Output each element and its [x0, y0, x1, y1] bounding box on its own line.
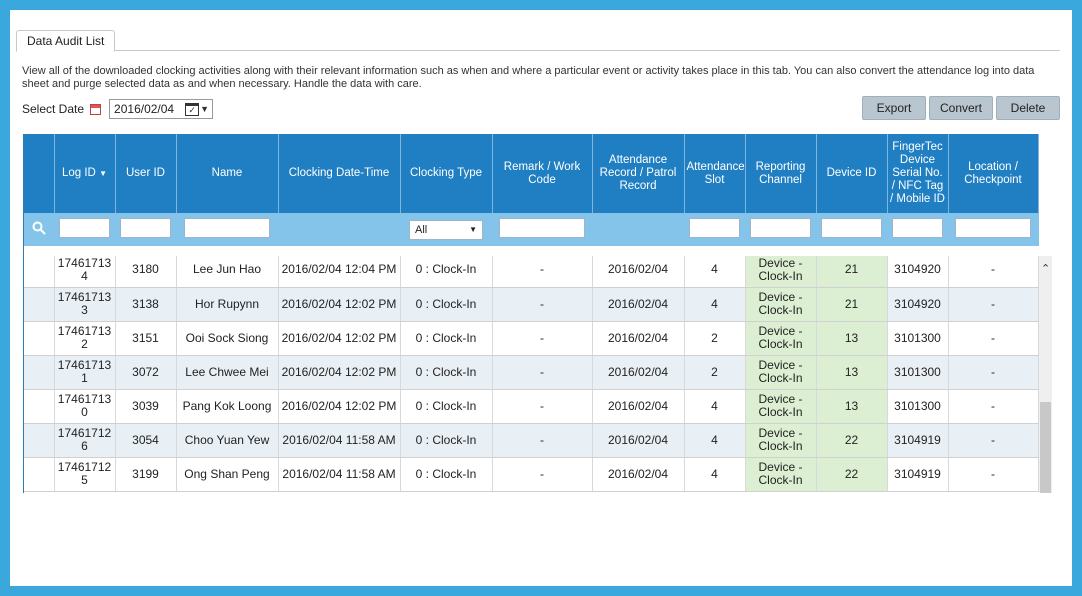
cell-location: -: [948, 389, 1038, 423]
chevron-down-icon: ▼: [200, 104, 210, 114]
cell-user-id: 3072: [115, 355, 176, 389]
cell-user-id: 3039: [115, 389, 176, 423]
cell-record: 2016/02/04: [592, 389, 684, 423]
filter-device-id[interactable]: [821, 218, 881, 238]
grid-header: [24, 134, 1039, 246]
cell-record: 2016/02/04: [592, 457, 684, 491]
grid-body: [24, 256, 1039, 492]
select-date-row: [22, 98, 213, 120]
col-user-id[interactable]: User ID: [115, 134, 176, 213]
filter-reporting-channel[interactable]: [750, 218, 810, 238]
row-select-cell[interactable]: [24, 423, 54, 457]
cell-name: Lee Jun Hao: [176, 256, 278, 287]
cell-slot: 2: [684, 355, 745, 389]
filter-user-id[interactable]: [120, 218, 172, 238]
cell-location: -: [948, 287, 1038, 321]
cell-log-id: 174617126: [54, 423, 115, 457]
cell-device-id: 22: [816, 423, 887, 457]
cell-serial: 3101300: [887, 321, 948, 355]
cell-location: -: [948, 256, 1038, 287]
cell-slot: 4: [684, 256, 745, 287]
cell-log-id: 174617132: [54, 321, 115, 355]
row-select-cell[interactable]: [24, 256, 54, 287]
filter-clocking-type-value: All: [415, 223, 428, 236]
row-select-cell[interactable]: [24, 287, 54, 321]
cell-device-id: 22: [816, 457, 887, 491]
filter-row: [24, 213, 1038, 246]
data-audit-window: [10, 10, 1072, 586]
action-buttons: [862, 96, 1060, 120]
cell-location: -: [948, 423, 1038, 457]
cell-reporting-channel: Device - Clock-In: [745, 287, 816, 321]
cell-serial: 3104919: [887, 457, 948, 491]
col-log-id-label: Log ID: [61, 167, 96, 179]
cell-name: Choo Yuan Yew: [176, 423, 278, 457]
cell-user-id: 3151: [115, 321, 176, 355]
chevron-down-icon: ▼: [469, 225, 477, 234]
cell-location: -: [948, 355, 1038, 389]
filter-attendance-slot[interactable]: [689, 218, 741, 238]
table-row[interactable]: [24, 457, 1038, 491]
cell-remark: -: [492, 256, 592, 287]
cell-clocking-type: 0 : Clock-In: [400, 256, 492, 287]
cell-slot: 4: [684, 389, 745, 423]
col-attendance-record[interactable]: Attendance Record / Patrol Record: [592, 134, 684, 213]
cell-clocking-type: 0 : Clock-In: [400, 321, 492, 355]
cell-user-id: 3180: [115, 256, 176, 287]
col-attendance-slot[interactable]: Attendance Slot: [684, 134, 745, 213]
cell-datetime: 2016/02/04 12:02 PM: [278, 321, 400, 355]
table-row[interactable]: [24, 389, 1038, 423]
cell-remark: -: [492, 355, 592, 389]
cell-record: 2016/02/04: [592, 321, 684, 355]
sort-desc-icon[interactable]: ▼: [99, 169, 107, 178]
cell-remark: -: [492, 321, 592, 355]
cell-serial: 3104919: [887, 423, 948, 457]
table-row[interactable]: [24, 321, 1038, 355]
cell-location: -: [948, 457, 1038, 491]
cell-device-id: 21: [816, 287, 887, 321]
table-row[interactable]: [24, 423, 1038, 457]
cell-slot: 4: [684, 457, 745, 491]
vertical-scrollbar[interactable]: [1039, 256, 1052, 493]
cell-serial: 3104920: [887, 256, 948, 287]
col-select: [24, 134, 54, 213]
search-icon[interactable]: [32, 221, 46, 235]
calendar-icon: ✓: [185, 103, 199, 116]
date-input[interactable]: [109, 99, 213, 119]
cell-remark: -: [492, 389, 592, 423]
filter-location[interactable]: [955, 218, 1032, 238]
cell-device-id: 13: [816, 355, 887, 389]
cell-device-id: 13: [816, 389, 887, 423]
grid-body-viewport[interactable]: [24, 256, 1052, 493]
cell-datetime: 2016/02/04 12:02 PM: [278, 287, 400, 321]
cell-datetime: 2016/02/04 12:02 PM: [278, 355, 400, 389]
col-device-id[interactable]: Device ID: [816, 134, 887, 213]
cell-log-id: 174617131: [54, 355, 115, 389]
export-button[interactable]: Export: [862, 96, 926, 120]
row-select-cell[interactable]: [24, 457, 54, 491]
cell-log-id: 174617125: [54, 457, 115, 491]
row-select-cell[interactable]: [24, 355, 54, 389]
audit-grid: [23, 134, 1052, 493]
col-clocking-datetime[interactable]: Clocking Date-Time: [278, 134, 400, 213]
cell-user-id: 3199: [115, 457, 176, 491]
col-log-id[interactable]: [54, 134, 115, 213]
cell-slot: 4: [684, 287, 745, 321]
cell-name: Ong Shan Peng: [176, 457, 278, 491]
cell-record: 2016/02/04: [592, 423, 684, 457]
date-picker-button[interactable]: [185, 103, 209, 116]
convert-button[interactable]: Convert: [929, 96, 993, 120]
cell-clocking-type: 0 : Clock-In: [400, 423, 492, 457]
filter-empty: [278, 213, 400, 246]
filter-empty: [592, 213, 684, 246]
cell-clocking-type: 0 : Clock-In: [400, 287, 492, 321]
delete-button[interactable]: Delete: [996, 96, 1060, 120]
cell-record: 2016/02/04: [592, 355, 684, 389]
cell-clocking-type: 0 : Clock-In: [400, 457, 492, 491]
col-serial[interactable]: FingerTec Device Serial No. / NFC Tag / Mobile ID: [887, 134, 948, 213]
cell-log-id: 174617133: [54, 287, 115, 321]
cell-serial: 3101300: [887, 355, 948, 389]
table-row[interactable]: [24, 256, 1038, 287]
cell-reporting-channel: Device - Clock-In: [745, 355, 816, 389]
cell-reporting-channel: Device - Clock-In: [745, 457, 816, 491]
cell-location: -: [948, 321, 1038, 355]
cell-name: Ooi Sock Siong: [176, 321, 278, 355]
cell-device-id: 21: [816, 256, 887, 287]
col-name[interactable]: Name: [176, 134, 278, 213]
cell-record: 2016/02/04: [592, 287, 684, 321]
cell-remark: -: [492, 287, 592, 321]
cell-log-id: 174617130: [54, 389, 115, 423]
cell-name: Hor Rupynn: [176, 287, 278, 321]
cell-datetime: 2016/02/04 11:58 AM: [278, 423, 400, 457]
cell-log-id: 174617134: [54, 256, 115, 287]
row-select-cell[interactable]: [24, 389, 54, 423]
row-select-cell[interactable]: [24, 321, 54, 355]
filter-name[interactable]: [184, 218, 271, 238]
cell-reporting-channel: Device - Clock-In: [745, 423, 816, 457]
cell-datetime: 2016/02/04 12:02 PM: [278, 389, 400, 423]
calendar-small-icon: [90, 104, 101, 115]
date-value: 2016/02/04: [114, 102, 175, 116]
cell-device-id: 13: [816, 321, 887, 355]
col-location[interactable]: Location / Checkpoint: [948, 134, 1038, 213]
table-row[interactable]: [24, 287, 1038, 321]
col-remark[interactable]: Remark / Work Code: [492, 134, 592, 213]
scrollbar-thumb[interactable]: [1040, 402, 1051, 493]
cell-reporting-channel: Device - Clock-In: [745, 321, 816, 355]
cell-serial: 3101300: [887, 389, 948, 423]
col-reporting-channel[interactable]: Reporting Channel: [745, 134, 816, 213]
cell-reporting-channel: Device - Clock-In: [745, 389, 816, 423]
tab-bar: [16, 30, 1060, 51]
cell-slot: 4: [684, 423, 745, 457]
filter-clocking-type-select[interactable]: [409, 220, 483, 240]
cell-clocking-type: 0 : Clock-In: [400, 355, 492, 389]
cell-name: Lee Chwee Mei: [176, 355, 278, 389]
cell-serial: 3104920: [887, 287, 948, 321]
cell-name: Pang Kok Loong: [176, 389, 278, 423]
cell-user-id: 3138: [115, 287, 176, 321]
cell-reporting-channel: Device - Clock-In: [745, 256, 816, 287]
filter-search-cell: [24, 213, 54, 246]
chevron-up-icon[interactable]: ⌃: [1041, 263, 1051, 275]
cell-user-id: 3054: [115, 423, 176, 457]
cell-slot: 2: [684, 321, 745, 355]
filter-remark[interactable]: [499, 218, 584, 238]
tab-data-audit-list[interactable]: Data Audit List: [16, 30, 115, 52]
cell-clocking-type: 0 : Clock-In: [400, 389, 492, 423]
cell-datetime: 2016/02/04 11:58 AM: [278, 457, 400, 491]
select-date-label: Select Date: [22, 102, 85, 116]
cell-remark: -: [492, 457, 592, 491]
page-description: View all of the downloaded clocking activities along with their relevant information such as when and where a particular event or activity takes place in this tab. You can also convert the attendance log into data sheet and purge selected data as and when necessary. Handle the data with care.: [22, 65, 1035, 90]
filter-serial[interactable]: [892, 218, 944, 238]
filter-log-id[interactable]: [59, 218, 111, 238]
cell-record: 2016/02/04: [592, 256, 684, 287]
col-clocking-type[interactable]: Clocking Type: [400, 134, 492, 213]
cell-datetime: 2016/02/04 12:04 PM: [278, 256, 400, 287]
cell-remark: -: [492, 423, 592, 457]
table-row[interactable]: [24, 355, 1038, 389]
